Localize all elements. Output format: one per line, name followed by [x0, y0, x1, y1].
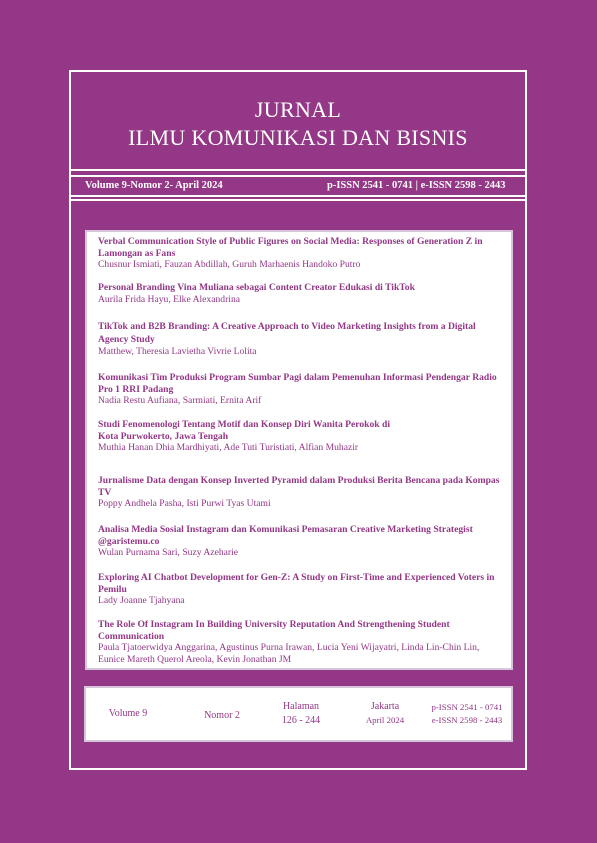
article-authors: Paula Tjatoerwidya Anggarina, Agustinus Purna Irawan, Lucia Yeni Wijayatri, Linda Lin-Chin Lin, Eunice Mareth Querol Areola, Kevin Jonathan JM: [98, 642, 480, 665]
divider-mid-1: [71, 195, 525, 197]
journal-title-line2: ILMU KOMUNIKASI DAN BISNIS: [128, 125, 468, 150]
article-title[interactable]: Exploring AI Chatbot Development for Gen-Z: A Study on First-Time and Experienced Voters in Pemilu: [98, 572, 495, 595]
article-title[interactable]: Komunikasi Tim Produksi Program Sumbar Pagi dalam Pemenuhan Informasi Pendengar Radio Pro 1 RRI Padang: [98, 372, 497, 395]
article-authors: Lady Joanne Tjahyana: [98, 595, 185, 606]
article-authors: Matthew, Theresia Lavietha Vivrie Lolita: [98, 346, 257, 357]
article-authors: Poppy Andhela Pasha, Isti Purwi Tyas Utami: [98, 498, 271, 509]
article-authors: Nadia Restu Aufiana, Sarmiati, Ernita Arif: [98, 395, 262, 406]
list-item: [98, 320, 506, 358]
article-title[interactable]: Analisa Media Sosial Instagram dan Komunikasi Pemasaran Creative Marketing Strategist @garistemu.co: [98, 524, 473, 547]
title-box: [71, 72, 525, 171]
list-item: [98, 372, 506, 407]
list-item: [98, 236, 506, 271]
footer-city: Jakarta: [370, 701, 400, 712]
article-authors: Muthia Hanan Dhia Mardhiyati, Ade Tuti Turistiati, Alfian Muhazir: [98, 442, 359, 453]
article-title[interactable]: Verbal Communication Style of Public Figures on Social Media: Responses of Generation Z in Lamongan as Fans: [98, 236, 483, 259]
footer-halaman-range: 126 - 244: [281, 715, 321, 726]
footer-halaman-label: Halaman: [282, 701, 320, 712]
list-item: [98, 524, 506, 559]
article-authors: Chusnur Ismiati, Fauzan Abdillah, Guruh Marhaenis Handoko Putro: [98, 259, 361, 270]
divider-mid-2: [71, 199, 525, 201]
article-title[interactable]: The Role Of Instagram In Building University Reputation And Strengthening Student Communication: [98, 619, 450, 642]
footer-p-issn: p-ISSN 2541 - 0741: [431, 702, 503, 712]
list-item: [98, 475, 506, 510]
articles-list: [85, 230, 513, 670]
divider-top: [71, 175, 525, 177]
footer-date: April 2024: [365, 715, 405, 725]
article-title[interactable]: Studi Fenomenologi Tentang Motif dan Konsep Diri Wanita Perokok di Kota Purwokerto, Jawa Tengah: [98, 419, 391, 442]
article-title[interactable]: TikTok and B2B Branding: A Creative Approach to Video Marketing Insights from a Digital Agency Study: [98, 321, 476, 345]
footer-nomor: Nomor 2: [204, 710, 240, 721]
article-title[interactable]: Personal Branding Vina Muliana sebagai Content Creator Edukasi di TikTok: [98, 282, 415, 293]
list-item: [98, 619, 506, 665]
list-item: [98, 572, 506, 607]
journal-title-line1: JURNAL: [254, 97, 342, 122]
article-authors: Wulan Purnama Sari, Suzy Azeharie: [98, 547, 239, 558]
article-authors: Aurila Frida Hayu, Elke Alexandrina: [98, 293, 240, 305]
volume-issue-text: Volume 9-Nomor 2- April 2024: [85, 180, 223, 191]
footer-volume: Volume 9: [108, 708, 148, 719]
list-item: [98, 419, 398, 454]
footer-e-issn: e-ISSN 2598 - 2443: [431, 715, 503, 725]
article-title[interactable]: Jurnalisme Data dengan Konsep Inverted Pyramid dalam Produksi Berita Bencana pada Kompas TV: [98, 475, 500, 498]
footer-info: [84, 686, 513, 742]
issn-text: p-ISSN 2541 - 0741 | e-ISSN 2598 - 2443: [327, 180, 506, 191]
list-item: [98, 282, 506, 305]
